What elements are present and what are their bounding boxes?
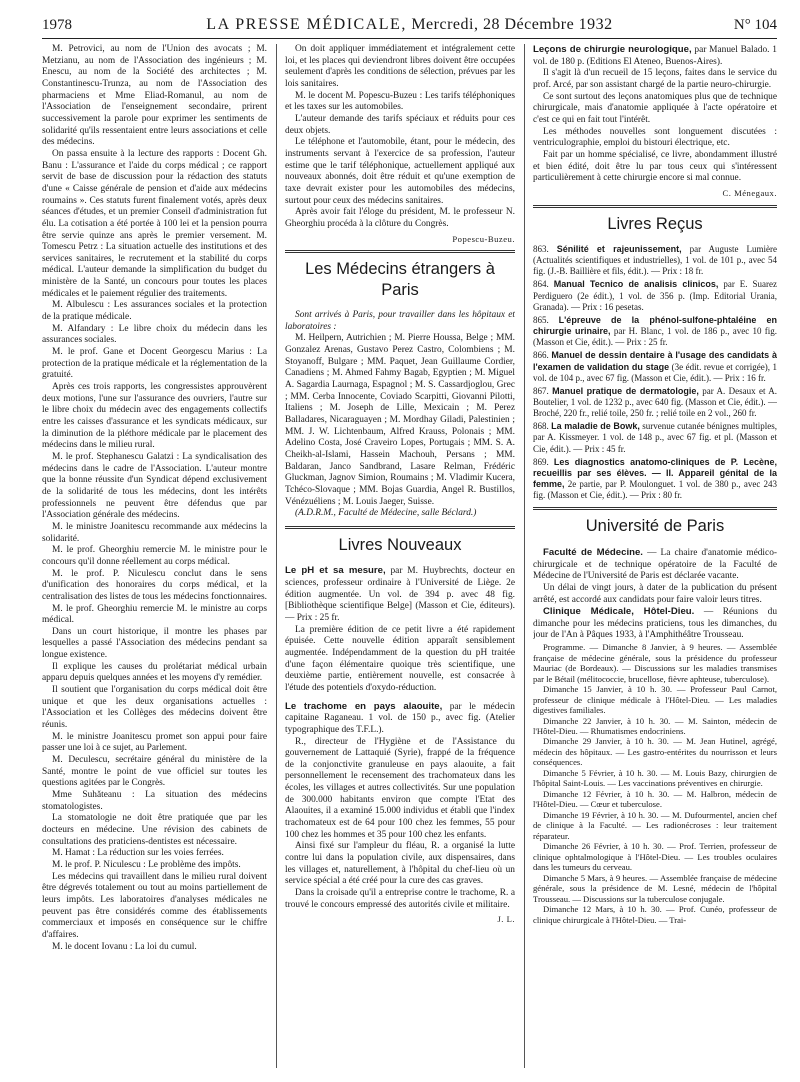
report-paragraph: M. le ministre Joanitescu promet son appui pour faire passer une loi à ce sujet, au Parlement. bbox=[42, 731, 267, 754]
book-review-2-text: Dans la croisade qu'il a entreprise contre le trachome, R. a trouvé le concours empressé des autorités civile et militaire. bbox=[285, 888, 515, 910]
clinic-session: Dimanche 19 Février, à 10 h. 30. — M. Dufourmentel, ancien chef de clinique à la Faculté. — Les radionécroses : leur traitement réparateur. bbox=[533, 809, 777, 841]
report-paragraph: M. le prof. Stephanescu Galatzi : La syndicalisation des médecins dans le cadre de l'Association. L'auteur montre que la bonne réussite d'un Syndicat dépend exclusivement de la solidarité de tous les médecins, dont les intérêts professionnels ne peuvent être défendus que par l'Association générale des médecins. bbox=[42, 451, 267, 521]
report-paragraph: M. le prof. Gheorghiu remercie M. le ministre au corps médical. bbox=[42, 603, 267, 626]
report-paragraph: M. le docent Iovanu : La loi du cumul. bbox=[52, 941, 197, 952]
received-book-num: 863. bbox=[533, 243, 549, 254]
column-2 bbox=[285, 44, 515, 1074]
book-review-2-header bbox=[285, 701, 515, 737]
received-book-title: L'épreuve de la phénol-sulfone-phtaléine en chirurgie urinaire, bbox=[533, 314, 777, 337]
clinic-session: Dimanche 29 Janvier, à 10 h. 30. — M. Jean Hutinel, agrégé, médecin des hôpitaux. — Les gastro-entérites du nourrisson et leurs conséquences. bbox=[533, 736, 777, 768]
received-book-title: Manuel pratique de dermatologie, bbox=[552, 385, 699, 396]
received-book-rest: par A. Desaux et A. Boutelier, 1 vol. de 1232 p., avec 640 fig. (Masson et Cie, édit.). — Broché, 220 fr., relié toile, 250 fr. ; relié toile en 2 vol., 260 fr. bbox=[533, 385, 777, 419]
received-book-item bbox=[533, 279, 777, 312]
clinic-session: Dimanche 5 Février, à 10 h. 30. — M. Louis Bazy, chirurgien de l'hôpital Saint-Louis. — Les vaccinations préventives en chirurgie. bbox=[533, 767, 777, 789]
received-book-num: 867. bbox=[533, 385, 549, 396]
report-signature: Popescu-Buzeu. bbox=[452, 233, 515, 244]
received-book-num: 869. bbox=[533, 456, 549, 467]
clinic-session: Dimanche 26 Février, à 10 h. 30. — Prof. Terrien, professeur de clinique ophtalmologique à l'Hôtel-Dieu. — Les troubles oculaires dans les tumeurs du cerveau. bbox=[533, 841, 777, 873]
section-divider bbox=[285, 526, 515, 529]
clinic-session: Dimanche 12 Mars, à 10 h. 30. — Prof. Cunéo, professeur de clinique chirurgicale à l'Hôtel-Dieu. — Trai- bbox=[533, 904, 777, 925]
page-header bbox=[42, 13, 777, 39]
report-paragraph: M. Hamat : La réduction sur les voies ferrées. bbox=[52, 848, 224, 859]
clinic-notice bbox=[533, 606, 777, 642]
received-book-item bbox=[533, 350, 777, 383]
book-review-2-title: Le trachome en pays alaouite, bbox=[285, 700, 443, 712]
column-rule-1 bbox=[276, 44, 277, 1068]
section-title-foreign-doctors: Les Médecins étrangers à Paris bbox=[305, 260, 495, 299]
received-book-num: 866. bbox=[533, 350, 549, 361]
section-divider bbox=[533, 205, 777, 208]
book-review-1-text: La première édition de ce petit livre a été rapidement épuisée. Cette nouvelle édition apparaît sensiblement augmentée. Indépendamment de la question du pH traitée d'une façon élémentaire quoique très scientifique, une deuxième partie, entièrement nouvelle, est consacrée à l'étude des potentiels d'oxydo-réduction. bbox=[285, 624, 515, 693]
report-paragraph: M. le ministre Joanitescu recommande aux médecins la solidarité. bbox=[42, 521, 267, 544]
received-book-title: Sénilité et rajeunissement, bbox=[556, 243, 682, 254]
section-title-received-books: Livres Reçus bbox=[607, 214, 703, 233]
received-book-item bbox=[533, 315, 777, 348]
received-book-item bbox=[533, 421, 777, 454]
clinic-session: Dimanche 5 Mars, à 9 heures. — Assemblée française de médecine générale, sous la présidence de M. Lesné, médecin de l'hôpital Trousseau. — Discussions sur la tuberculose conjugale. bbox=[533, 872, 777, 904]
congress-report-continued bbox=[285, 44, 515, 231]
foreign-doctors-intro: Sont arrivés à Paris, pour travailler dans les hôpitaux et laboratoires : bbox=[285, 310, 515, 332]
report-paragraph: M. le docent M. Popescu-Buzeu : Les tarifs téléphoniques et les taxes sur les automobiles. bbox=[285, 90, 515, 113]
received-book-num: 868. bbox=[533, 421, 549, 432]
clinic-session: Dimanche 12 Février, à 10 h. 30. — M. Halbron, médecin de l'Hôtel-Dieu. — Cœur et tuberculose. bbox=[533, 788, 777, 810]
received-book-item bbox=[533, 457, 777, 502]
issue-number: N° 104 bbox=[733, 17, 777, 33]
received-book-rest: par Auguste Lumière (Actualités scientifiques et industrielles), 1 vol. de 101 p., avec 54 fig. (J.-B. Baillière et fils, édit.). — Prix : 18 fr. bbox=[533, 243, 777, 277]
clinic-notice-text: — Réunions du dimanche pour les médecins praticiens, tous les dimanches, du jour de l'An à Pâques 1933, à l'Amphithéâtre Trousseau. bbox=[533, 607, 777, 641]
clinic-session: Programme. — Dimanche 8 Janvier, à 9 heures. — Assemblée française de médecine générale, sous la présidence du professeur Mauriac (de Bordeaux). — Discussions sur les maladies transmises par le Bétail (mélitococcie, brucellose, fièvre aphteuse, tuberculose). bbox=[533, 642, 777, 684]
received-book-rest: (3e édit. revue et corrigée), 1 vol. de 104 p., avec 67 fig. (Masson et Cie, édit.). — Prix : 16 fr. bbox=[533, 361, 777, 383]
book-review-3-header bbox=[533, 44, 777, 68]
report-paragraph: M. le prof. P. Niculescu : Le problème des impôts. bbox=[52, 859, 241, 870]
received-book-item bbox=[533, 386, 777, 419]
book-review-3-title: Leçons de chirurgie neurologique, bbox=[533, 44, 692, 55]
report-paragraph: Après ces trois rapports, les congressistes approuvèrent deux motions, l'une sur l'assurance des ouvriers, l'autre sur le libre choix du médecin avec des engagements collectifs entre les caisses d'assurance et les syndicats médicaux, sur la diminution de la pléthore médicale par le placement des médecins dans le milieu rural. bbox=[42, 382, 267, 451]
book-review-2-meta: par le médecin capitaine Raganeau. 1 vol. de 150 p., avec fig. (Atelier typographique des T.F.L.). bbox=[285, 701, 515, 735]
book-review-1-header bbox=[285, 565, 515, 624]
journal-name: LA PRESSE MÉDICALE, bbox=[206, 16, 407, 33]
report-paragraph: Il soutient que l'organisation du corps médical doit être unique et que les deux organisations actuelles : l'Association et les Collèges des médecins doivent être réunis. bbox=[42, 685, 267, 731]
received-book-rest: survenue cutanée bénignes multiples, par A. Kissmeyer. 1 vol. de 148 p., avec 67 fig. et pl. (Masson et Cie, édit.). — Prix : 45 fr. bbox=[533, 421, 777, 454]
received-book-rest: 2e partie, par P. Moulonguet. 1 vol. de 380 p., avec 243 fig. (Masson et Cie, édit.). — Prix : 80 fr. bbox=[533, 479, 777, 501]
header-rule bbox=[42, 38, 777, 39]
report-paragraph: Le téléphone et l'automobile, étant, pour le médecin, des instruments servant à l'exercice de sa profession, l'auteur estime que le tarif téléphonique, actuellement appliqué aux nouveaux abonnés, doit être réduit et qu'une exemption de taxe devrait exister pour les automobiles des médecins, surtout pour ceux des médecins sanitaires. bbox=[285, 137, 515, 206]
report-paragraph: Les médecins qui travaillent dans le milieu rural doivent être dégrevés totalement ou tout au moins partiellement de leurs impôts. Les laboratoires d'analyses médicales ne peuvent pas être considérés comme des établissements commerciaux et imposés en conséquence sur le chiffre d'affaires. bbox=[42, 871, 267, 940]
report-paragraph: M. Alfandary : Le libre choix du médecin dans les assurances sociales. bbox=[42, 323, 267, 346]
book-review-3-signature: C. Ménegaux. bbox=[722, 187, 777, 198]
review-paragraph: Ce sont surtout des leçons anatomiques plus que de technique chirurgicale, mais d'anatomie appliquée à l'acte opératoire et c'est ce qui en fait tout l'intérêt. bbox=[533, 91, 777, 125]
report-paragraph: M. le prof. P. Niculescu conclut dans le sens d'unification des honoraires du corps médical, et la centralisation des listes de tous les médecins fonctionnaires. bbox=[42, 568, 267, 602]
clinic-notice-lead: Clinique Médicale, Hôtel-Dieu. bbox=[543, 606, 695, 618]
column-3 bbox=[533, 44, 777, 1074]
clinic-session: Dimanche 22 Janvier, à 10 h. 30. — M. Sainton, médecin de l'Hôtel-Dieu. — Rhumatismes endocriniens. bbox=[533, 715, 777, 736]
report-paragraph: La stomatologie ne doit être pratiquée que par les docteurs en médecine. Une révision des cabinets de consultations des praticiens-dentistes est nécessaire. bbox=[42, 813, 267, 847]
report-paragraph: On doit appliquer immédiatement et intégralement cette loi, et les places qui deviendront libres doivent être occupées seulement d'après les conditions de sélection, prévues par les lois sanitaires. bbox=[285, 44, 515, 89]
university-notice-lead: Faculté de Médecine. bbox=[543, 546, 643, 558]
received-book-title: Manuel de dessin dentaire à l'usage des candidats à l'examen de validation du stage bbox=[533, 350, 777, 372]
book-review-3-meta: par Manuel Balado. 1 vol. de 180 p. (Editions El Ateneo, Buenos-Aires). bbox=[533, 45, 777, 67]
header-title bbox=[42, 16, 777, 34]
section-divider bbox=[285, 250, 515, 253]
report-paragraph: M. le prof. Gane et Docent Georgescu Marius : La protection de la pratique médicale et la réglementation de la gratuité. bbox=[42, 347, 267, 381]
university-notice-deadline: Un délai de vingt jours, à dater de la publication du présent arrêté, est accordé aux candidats pour faire valoir leurs titres. bbox=[533, 582, 777, 605]
column-1 bbox=[42, 44, 267, 1074]
received-book-item bbox=[533, 244, 777, 277]
book-review-2-text: R., directeur de l'Hygiène et de l'Assistance du gouvernement de Lattaquié (Syrie), frappé de la fréquence de la conjonctivite granuleuse en pays alaouite, a fait personnellement le recensement des trachomateux dans les écoles, les villages et autres collectivités. Sur une population de 300.000 habitants environ que compte l'Etat des Alaouites, il a examiné 15.000 individus et établi que l'index trachomateux est de 64 pour 100 chez les femmes, 55 pour 100 chez les hommes et 35 pour 100 chez les enfants. bbox=[285, 736, 515, 840]
report-paragraph: L'auteur demande des tarifs spéciaux et réduits pour ces deux objets. bbox=[285, 113, 515, 136]
review-paragraph: Les méthodes nouvelles sont longuement discutées : ventriculographie, emploi du bistouri électrique, etc. bbox=[533, 126, 777, 149]
received-book-title: Manual Tecnico de analisis clinicos, bbox=[553, 279, 719, 290]
received-books-list bbox=[533, 244, 777, 501]
book-review-2-text: Ainsi fixé sur l'ampleur du fléau, R. a organisé la lutte contre lui dans la population civile, aux dispensaires, dans les villages et, naturellement, à l'hôpital du chef-lieu où un service spécial a été créé pour la cure des cas graves. bbox=[285, 841, 515, 887]
foreign-doctors-source: (A.D.R.M., Faculté de Médecine, salle Béclard.) bbox=[295, 508, 477, 519]
received-book-num: 864. bbox=[533, 279, 549, 290]
clinic-session: Dimanche 15 Janvier, à 10 h. 30. — Professeur Paul Carnot, professeur de clinique médicale à l'Hôtel-Dieu. — Les maladies digestives familiales. bbox=[533, 684, 777, 716]
review-paragraph: Il s'agit là d'un recueil de 15 leçons, faites dans le service du prof. Arcé, par son assistant chargé de la partie neuro-chirurgie. bbox=[533, 68, 777, 90]
report-paragraph: M. le prof. Gheorghiu remercie M. le ministre pour le concours qu'il donne réellement au corps médical. bbox=[42, 545, 267, 567]
book-review-3-body bbox=[533, 68, 777, 185]
received-book-rest: par H. Blanc, 1 vol. de 186 p., avec 10 fig. (Masson et Cie, édit.). — Prix : 25 fr. bbox=[533, 326, 777, 348]
report-paragraph: Dans un court historique, il montre les phases par lesquelles a passé l'Association des médecins pendant sa longue existence. bbox=[42, 626, 267, 661]
review-paragraph: Fait par un homme spécialisé, ce livre, abondamment illustré et bien édité, doit être lu par tous ceux qui s'intéressent particulièrement à cette chirurgie encore si mal connue. bbox=[533, 149, 777, 184]
foreign-doctors-list: M. Heilpern, Autrichien ; M. Pierre Houssa, Belge ; MM. Gonzalez Arenas, Gustavo Perez Castro, Colombiens ; M. Stoyanoff, Bulgare ; MM. Paquet, Jean Guillaume Cordier, Canadiens ; M. Ahmed Fahmy Bagab, Egyptien ; M. Miguel A. Sagardia Laurnaga, Espagnol ; M. S. Cassardjoglou, Grec ; MM. Cerba Innocente, Coviado Scarpitti, Giovanni Pilotti, Italiens ; M. Joseph de Lille, Mexicain ; M. Perez Balladares, Nicaraguayen ; M. Mordhay Giladi, Palestinien ; MM. J. W. Lichtenbaum, Alfred Krauss, Polonais ; MM. Adelino Costa, José Craveiro Lopes, Portugais ; MM. S. A. Cheikh-al-Islami, Hassein Machouh, Persans ; MM. Baldaran, Janco Sandbrand, Lasare Relman, Frédéric Gluckman, Jagnov Simion, Roumains ; M. Vladimir Kucera, Tchéco-Slovaque ; MM. Bojas Guardia, Angel R. Bustillos, Vénézuéliens ; M. Louis Jaeger, Suisse. bbox=[285, 333, 515, 507]
university-notice-text: — La chaire d'anatomie médico-chirurgicale et de technique opératoire de la Faculté de Médecine de l'Université de Paris est déclarée vacante. bbox=[533, 547, 777, 582]
page-number: 1978 bbox=[42, 17, 72, 33]
received-book-num: 865. bbox=[533, 314, 549, 325]
received-book-title: Les diagnostics anatomo-cliniques de P. Lecène, recueillis par ses élèves. — II. Appareil génital de la femme, bbox=[533, 456, 777, 490]
congress-report bbox=[42, 44, 267, 953]
section-divider bbox=[533, 507, 777, 510]
section-title-new-books: Livres Nouveaux bbox=[338, 535, 462, 554]
received-book-title: La maladie de Bowk, bbox=[551, 421, 640, 432]
report-paragraph: M. Albulescu : Les assurances sociales et la protection de la pratique médicale. bbox=[42, 300, 267, 323]
column-rule-2 bbox=[524, 44, 525, 1068]
book-review-2-signature: J. L. bbox=[497, 914, 515, 925]
report-paragraph: Après avoir fait l'éloge du président, M. le professeur N. Gheorghiu procéda à la clôture du Congrès. bbox=[285, 207, 515, 229]
report-paragraph: Mme Suhăteanu : La situation des médecins stomatologistes. bbox=[42, 790, 267, 812]
clinic-programme bbox=[533, 642, 777, 925]
report-paragraph: On passa ensuite à la lecture des rapports : Docent Gh. Banu : L'assurance et l'aide du corps médical ; ce rapport servit de base de discussion pour la rédaction des statuts d'une « Caisse générale de pension et d'aide aux médecins roumains ». Ces statuts furent finalement votés, après deux séances d'études, et un premier Conseil d'administration fut élu. La cotisation a été portée à 100 lei et la pension pourra être servie quinze ans après le premier versement. M. Tomescu Petrz : La situation actuelle des institutions et des services sanitaires, le recrutement et la stabilité du corps médical. L'auteur demande la simplification du budget du ministère de la Santé, un concours pour toutes les places médicales et le paiement régulier des traitements. bbox=[42, 148, 267, 299]
book-review-1-meta: par M. Huybrechts, docteur en sciences, professeur ordinaire à l'Université de Liège. 2e édition augmentée. Un vol. de 394 p. avec 48 fig. [Bibliothèque scientifique Belge] (Masson et Cie, éditeurs). — Prix : 25 fr. bbox=[285, 566, 515, 623]
report-paragraph: Il explique les causes du prolétariat médical urbain apparu depuis quelques années et les moyens d'y remédier. bbox=[42, 661, 267, 684]
section-title-university: Université de Paris bbox=[585, 517, 725, 536]
report-paragraph: M. Petrovici, au nom de l'Union des avocats ; M. Metzianu, au nom de l'Association des ingénieurs ; M. Enescu, au nom de la Société des architectes ; M. Constantinescu-Trunza, au nom de l'Association des pharmaciens et Mme Eliad-Romanul, au nom de l'Association de l'enseignement secondaire, prirent successivement la parole pour exprimer les sentiments de solidarité qu'ils ressentaient entre leurs associations et celle des médecins. bbox=[42, 44, 267, 148]
received-book-rest: par E. Suarez Perdiguero (2e édit.), 1 vol. de 356 p. (Imp. Editorial Urania, Granada). — Prix : 16 pesetas. bbox=[533, 279, 777, 312]
book-review-1-title: Le pH et sa mesure, bbox=[285, 565, 386, 577]
issue-date: Mercredi, 28 Décembre 1932 bbox=[411, 16, 613, 33]
university-notice bbox=[533, 547, 777, 583]
report-paragraph: M. Deculescu, secrétaire général du ministère de la Santé, montre le point de vue officiel sur toutes les questions agitées par le Congrès. bbox=[42, 755, 267, 789]
